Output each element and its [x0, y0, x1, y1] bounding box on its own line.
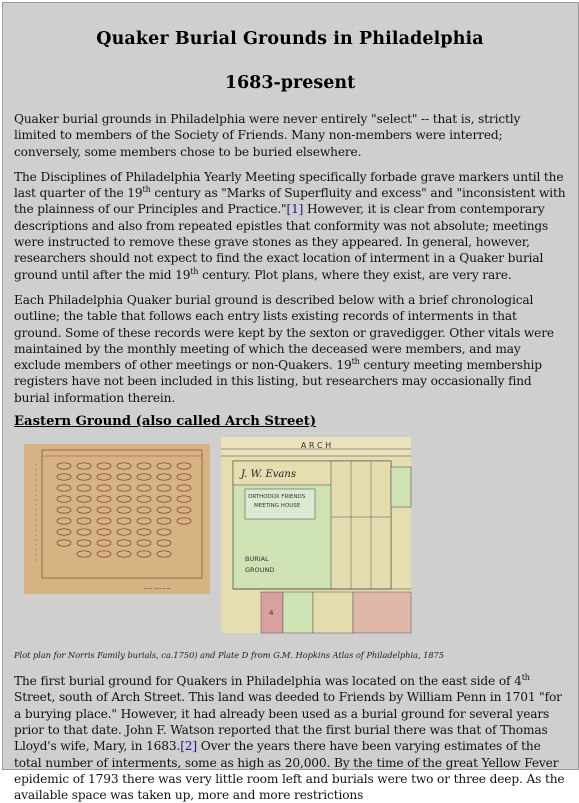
map-lot-number: 4 [269, 609, 274, 618]
map-burial-1: BURIAL [245, 555, 269, 564]
map-owner-label: J. W. Evans [241, 469, 296, 481]
map-burial-2: GROUND [245, 566, 275, 575]
page-frame [2, 2, 579, 803]
records-paragraph: Each Philadelphia Quaker burial ground is described below with a brief chronological outline; the table that follows each entry lists existing records of interments in that ground. Some of these records were kept by the sexton or gravedigger. Other vitals were maintained by the monthly meeting of which the deceased were members, and may exclude members of other meetings or non-Quakers. 19th century meeting membership registers have not been included in this listing, but researchers may occasionally find burial information therein. [14, 292, 554, 405]
disciplines-paragraph: The Disciplines of Philadelphia Yearly Meeting specifically forbade grave markers until the last quarter of the 19th century as "Marks of Superfluity and excess" and "inconsistent with the plainness of our Principles and Practice."[1] However, it is clear from contemporary descriptions and also from repeated epistles that conformity was not absolute; meetings were instructed to remove these grave stones as they appeared. In general, however, researchers should not expect to find the exact location of interment in a Quaker burial ground until after the mid 19th century. Plot plans, where they exist, are very rare. [14, 169, 566, 282]
footnote-link-2[interactable]: [2] [180, 739, 198, 754]
map-street-label: A R C H [300, 441, 332, 451]
norris-plot-plan-image [24, 444, 210, 594]
map-meeting-house-2: MEETING HOUSE [254, 503, 301, 510]
first-burial-paragraph: The first burial ground for Quakers in Philadelphia was located on the east side of 4th Street, south of Arch Street. This land was deeded to Friends by William Penn in 1701 "for a burying place." However, it had already been used as a burial ground for several years prior to that date. John F. Watson reported that the first burial there was that of Thomas Lloyd's wife, Mary, in 1683.[2] Over the years there have been varying estimates of the total number of interments, some as high as 20,000. By the time of the great Yellow Fever epidemic of 1793 there was very little room left and burials were two or three deep. As the available space was taken up, more and more restrictions [14, 672, 565, 803]
section-heading-eastern-ground: Eastern Ground (also called Arch Street) [14, 414, 317, 430]
article [14, 3, 566, 803]
svg-text:~~ ~~~~: ~~ ~~~~ [144, 586, 171, 593]
page-title: Quaker Burial Grounds in Philadelphia [96, 29, 484, 49]
hopkins-atlas-plate-image [221, 437, 411, 633]
map-meeting-house-1: ORTHODOX FRIENDS [248, 494, 306, 501]
image-caption: Plot plan for Norris Family burials, ca.1750) and Plate D from G.M. Hopkins Atlas of Philadelphia, 1875 [14, 650, 444, 661]
page-subtitle: 1683-present [224, 73, 356, 93]
intro-paragraph: Quaker burial grounds in Philadelphia were never entirely "select" -- that is, strictly limited to members of the Society of Friends. Many non-members were interred; conversely, some members chose to be buried elsewhere. [14, 112, 521, 159]
footnote-link-1[interactable]: [1] [286, 202, 304, 217]
image-row [14, 437, 566, 637]
